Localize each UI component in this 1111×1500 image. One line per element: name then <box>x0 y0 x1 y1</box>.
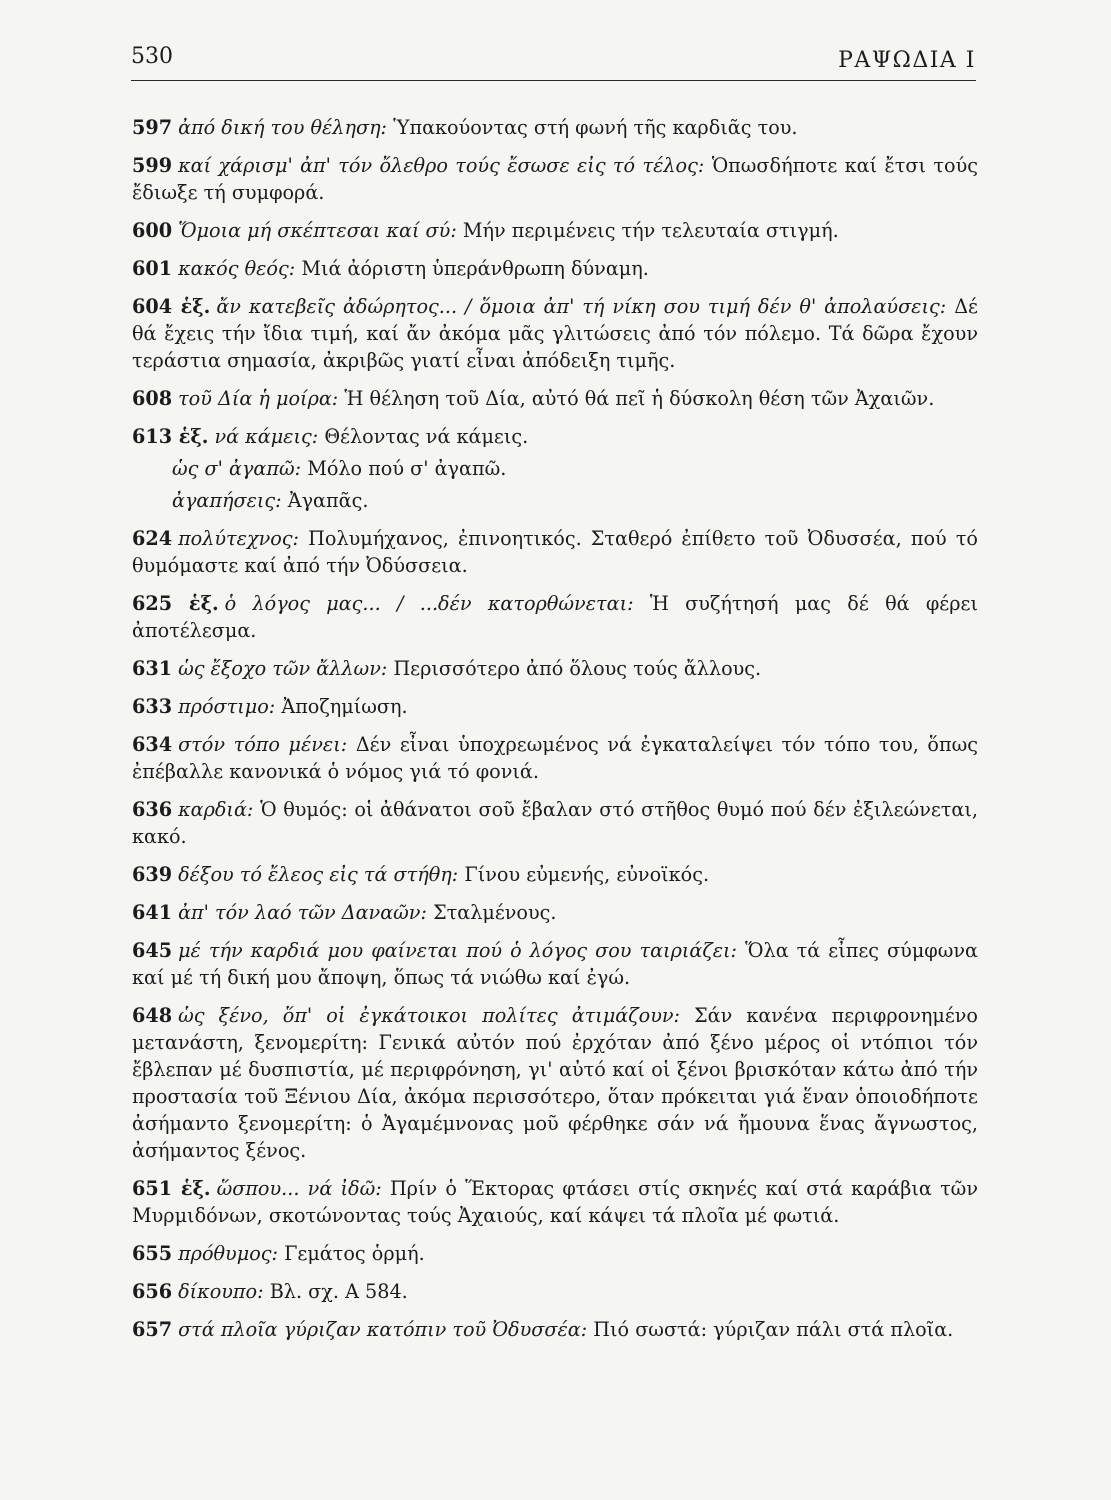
note <box>132 423 978 450</box>
note <box>132 525 978 579</box>
note-lemma: καί χάρισμ' ἀπ' τόν ὄλεθρο τούς ἔσωσε εἰς τό τέλος: <box>178 154 705 177</box>
note-lemma: ὁ λόγος μας... / ...δέν κατορθώνεται: <box>224 592 634 615</box>
note <box>132 1316 978 1343</box>
note <box>132 114 978 141</box>
note-lemma: δίκουπο: <box>178 1280 264 1303</box>
note <box>132 255 978 282</box>
note-number: 597 <box>132 116 173 139</box>
note-number: 633 <box>132 695 173 718</box>
note-lemma: πρόθυμος: <box>178 1242 278 1265</box>
note-text: Δέν εἶναι ὑποχρεωμένος νά ἐγκαταλείψει τόν τόπο του, ὅπως ἐπέβαλλε κανονικά ὁ νόμος γιά τό φονιά. <box>132 733 978 783</box>
note-text: Μόλο πού σ' ἀγαπῶ. <box>307 457 507 480</box>
note-text: Πιό σωστά: γύριζαν πάλι στά πλοῖα. <box>593 1318 954 1341</box>
note-lemma: ἀπό δική του θέληση: <box>178 116 388 139</box>
note <box>132 152 978 206</box>
note <box>132 217 978 244</box>
note-text: Περισσότερο ἀπό ὅλους τούς ἄλλους. <box>393 657 762 680</box>
note-text: Ἡ συζήτησή μας δέ θά φέρει ἀποτέλεσμα. <box>132 592 978 642</box>
note <box>132 293 978 374</box>
note-number: 613 ἑξ. <box>132 425 209 448</box>
note-number: 639 <box>132 863 173 886</box>
note-lemma: ὡς σ' ἀγαπῶ: <box>172 457 302 480</box>
note-lemma: ἄν κατεβεῖς ἀδώρητος... / ὅμοια ἀπ' τή νίκη σου τιμή δέν θ' ἀπολαύσεις: <box>216 295 947 318</box>
page-number: 530 <box>131 44 173 69</box>
note-text: Δέ θά ἔχεις τήν ἴδια τιμή, καί ἄν ἀκόμα μᾶς γλιτώσεις ἀπό τόν πόλεμο. Τά δῶρα ἔχουν τεράστια σημασία, ἀκριβῶς γιατί εἶναι ἀπόδειξη τιμῆς. <box>132 295 978 372</box>
note <box>132 1240 978 1267</box>
note-lemma: τοῦ Δία ἡ μοίρα: <box>178 387 339 410</box>
note-lemma: δέξου τό ἔλεος εἰς τά στήθη: <box>178 863 459 886</box>
note-lemma: ὡς ξένο, ὅπ' οἱ ἐγκάτοικοι πολίτες ἀτιμάζουν: <box>178 1004 680 1027</box>
note-number: 604 ἑξ. <box>132 295 211 318</box>
note-lemma: νά κάμεις: <box>214 425 319 448</box>
note-text: Πολυμήχανος, ἐπινοητικός. Σταθερό ἐπίθετο τοῦ Ὀδυσσέα, πού τό θυμόμαστε καί ἀπό τήν Ὀδύσσεια. <box>132 527 978 577</box>
note-text: Πρίν ὁ Ἕκτορας φτάσει στίς σκηνές καί στά καράβια τῶν Μυρμιδόνων, σκοτώνοντας τούς Ἀχαιούς, καί κάψει τά πλοῖα μέ φωτιά. <box>132 1177 978 1227</box>
note-lemma: ὥσπου... νά ἰδῶ: <box>216 1177 382 1200</box>
note-number: 608 <box>132 387 173 410</box>
note-text: Ὁ θυμός: οἱ ἀθάνατοι σοῦ ἔβαλαν στό στῆθος θυμό πού δέν ἐξιλεώνεται, κακό. <box>132 798 978 848</box>
note-number: 657 <box>132 1318 173 1341</box>
note <box>132 693 978 720</box>
note-lemma: στόν τόπο μένει: <box>178 733 348 756</box>
note-text: Σταλμένους. <box>433 901 557 924</box>
note-subentry <box>132 455 978 482</box>
note-text: Θέλοντας νά κάμεις. <box>324 425 529 448</box>
note-number: 634 <box>132 733 173 756</box>
note-text: Γεμάτος ὁρμή. <box>284 1242 425 1265</box>
note-text: Ἀποζημίωση. <box>281 695 408 718</box>
note <box>132 861 978 888</box>
note-lemma: πολύτεχνος: <box>178 527 300 550</box>
note-lemma: στά πλοῖα γύριζαν κατόπιν τοῦ Ὀδυσσέα: <box>178 1318 588 1341</box>
commentary-notes <box>132 114 978 1354</box>
note-number: 631 <box>132 657 173 680</box>
note-number: 641 <box>132 901 173 924</box>
note <box>132 1002 978 1164</box>
note-text: Βλ. σχ. Α 584. <box>269 1280 408 1303</box>
note-text: Ὅλα τά εἶπες σύμφωνα καί μέ τή δική μου ἄποψη, ὅπως τά νιώθω καί ἐγώ. <box>132 939 978 989</box>
note-number: 625 ἑξ. <box>132 592 219 615</box>
note <box>132 590 978 644</box>
note-lemma: ἀγαπήσεις: <box>172 489 282 512</box>
note-number: 601 <box>132 257 173 280</box>
note-number: 600 <box>132 219 173 242</box>
note <box>132 655 978 682</box>
note <box>132 1278 978 1305</box>
note <box>132 899 978 926</box>
note-number: 655 <box>132 1242 173 1265</box>
note <box>132 937 978 991</box>
note-text: Ὁπωσδήποτε καί ἔτσι τούς ἔδιωξε τή συμφορά. <box>132 154 978 204</box>
note-number: 624 <box>132 527 173 550</box>
note-text: Ἡ θέληση τοῦ Δία, αὐτό θά πεῖ ἡ δύσκολη θέση τῶν Ἀχαιῶν. <box>344 387 935 410</box>
note-lemma: ὡς ἔξοχο τῶν ἄλλων: <box>178 657 388 680</box>
page-header <box>131 40 976 81</box>
note-lemma: μέ τήν καρδιά μου φαίνεται πού ὁ λόγος σου ταιριάζει: <box>178 939 738 962</box>
note-number: 656 <box>132 1280 173 1303</box>
note-lemma: κακός θεός: <box>178 257 296 280</box>
note-text: Ὑπακούοντας στή φωνή τῆς καρδιᾶς του. <box>393 116 798 139</box>
note-number: 651 ἑξ. <box>132 1177 211 1200</box>
note-number: 648 <box>132 1004 173 1027</box>
note-text: Ἀγαπᾶς. <box>287 489 369 512</box>
note-lemma: ἀπ' τόν λαό τῶν Δαναῶν: <box>178 901 427 924</box>
note-number: 645 <box>132 939 173 962</box>
note-number: 599 <box>132 154 173 177</box>
note-text: Μήν περιμένεις τήν τελευταία στιγμή. <box>462 219 839 242</box>
note-lemma: καρδιά: <box>178 798 254 821</box>
note <box>132 731 978 785</box>
running-title: ΡΑΨΩΔΙΑ Ι <box>838 48 976 73</box>
note <box>132 385 978 412</box>
note-text: Γίνου εὐμενής, εὐνοϊκός. <box>464 863 710 886</box>
note-text: Σάν κανένα περιφρονημένο μετανάστη, ξενομερίτη: Γενικά αὐτόν πού ἐρχόταν ἀπό ξένο μέρος οἱ ντόπιοι τόν ἔβλεπαν μέ δυσπιστία, μέ περιφρόνηση, γι' αὐτό καί οἱ ξένοι βρισκόταν κάτω ἀπό τήν προστασία τοῦ Ξένιου Δία, ἀκόμα περισσότερο, ὅταν πρόκειται γιά ἕναν ὁποιοδήποτε ἀσήμαντο ξενομερίτη: ὁ Ἀγαμέμνονας μοῦ φέρθηκε σάν νά ἤμουνα ἕνας ἄγνωστος, ἀσήμαντος ξένος. <box>132 1004 978 1162</box>
note <box>132 796 978 850</box>
note-number: 636 <box>132 798 173 821</box>
note-lemma: πρόστιμο: <box>178 695 276 718</box>
note-text: Μιά ἀόριστη ὑπεράνθρωπη δύναμη. <box>301 257 649 280</box>
note <box>132 1175 978 1229</box>
note-lemma: Ὅμοια μή σκέπτεσαι καί σύ: <box>178 219 457 242</box>
note-subentry <box>132 487 978 514</box>
